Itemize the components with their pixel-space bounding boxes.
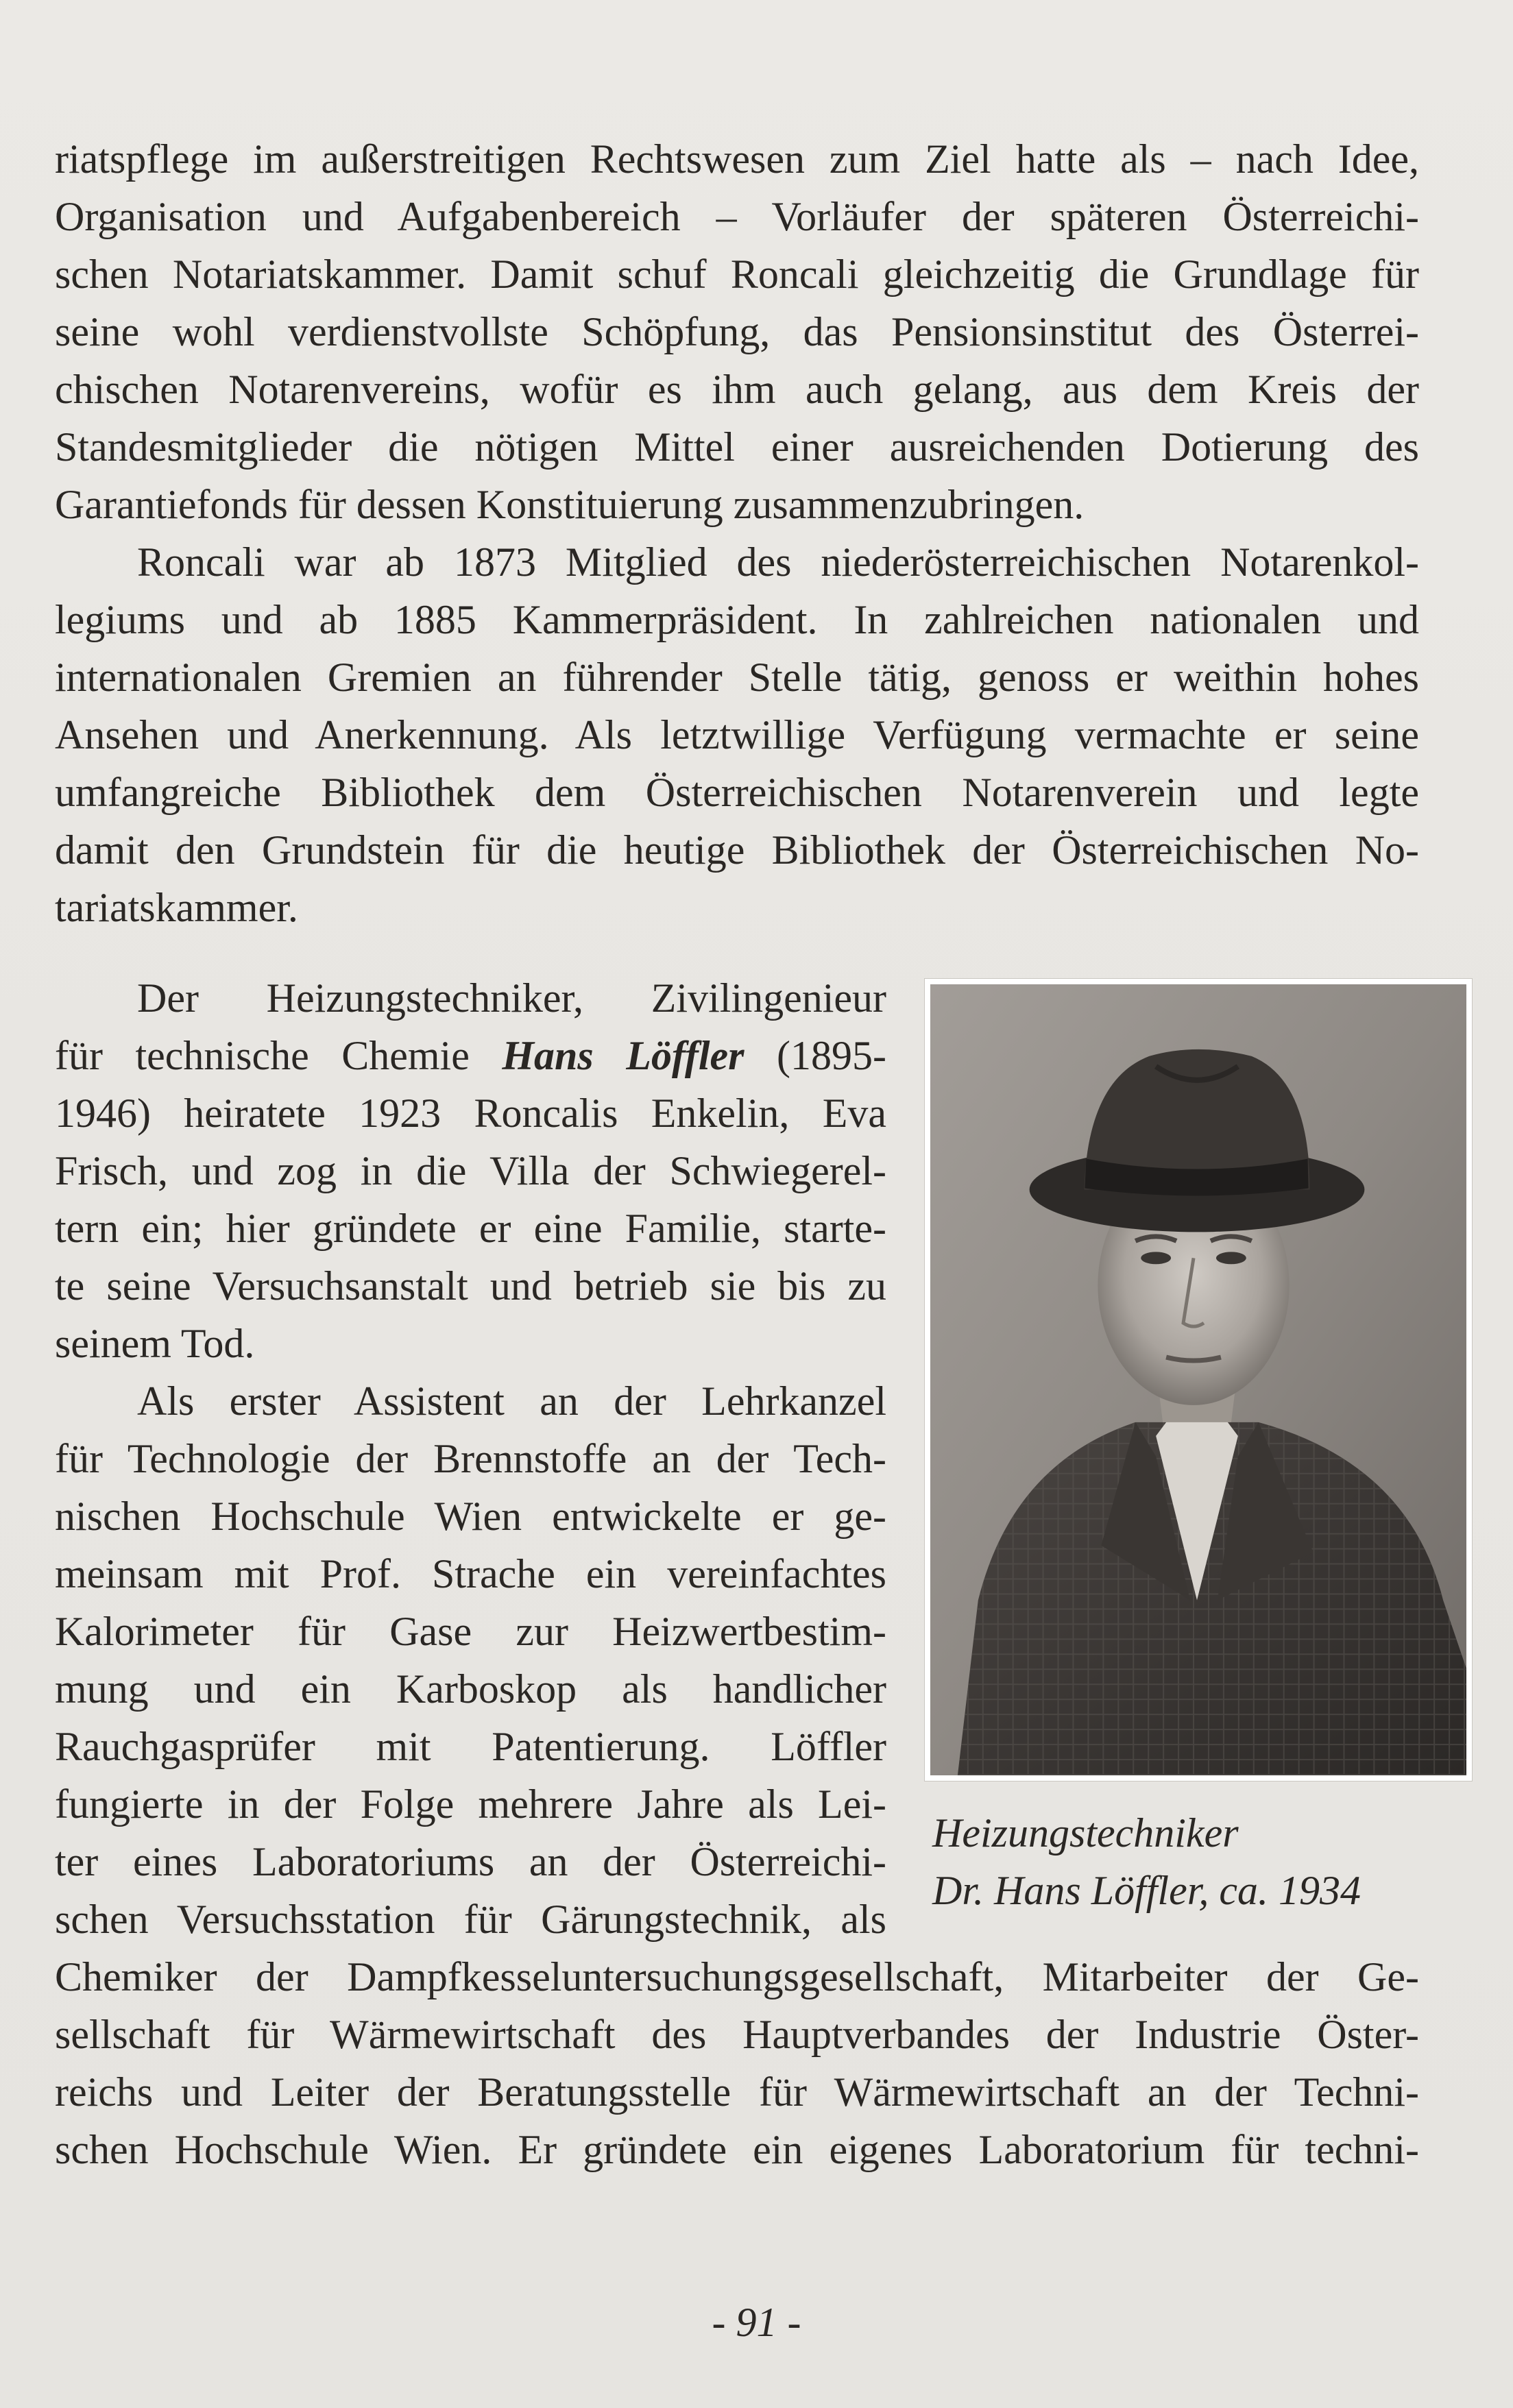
text-line: te seine Versuchsanstalt und betrieb sie bis zu — [55, 1263, 886, 1309]
text-fragment: (1895- — [744, 1033, 886, 1078]
text-line: Der Heizungstechniker, Zivilingenieur — [137, 975, 886, 1021]
text-line: Roncali war ab 1873 Mitglied des niederösterreichischen Notarenkol- — [137, 539, 1419, 585]
text-line: schen Versuchsstation für Gärungstechnik, als — [55, 1897, 886, 1942]
text-line: reichs und Leiter der Beratungsstelle für Wärmewirtschaft an der Techni- — [55, 2069, 1419, 2115]
text-line: Chemiker der Dampfkesseluntersuchungsgesellschaft, Mitarbeiter der Ge- — [55, 1954, 1419, 1999]
text-line: damit den Grundstein für die heutige Bibliothek der Österreichischen No- — [55, 827, 1419, 873]
text-line: Frisch, und zog in die Villa der Schwiegerel- — [55, 1148, 886, 1193]
text-line: 1946) heiratete 1923 Roncalis Enkelin, Eva — [55, 1091, 886, 1136]
photo-caption-line2: Dr. Hans Löffler, ca. 1934 — [932, 1868, 1361, 1913]
text-fragment: für technische Chemie — [55, 1033, 503, 1078]
text-line: Als erster Assistent an der Lehrkanzel — [137, 1378, 886, 1424]
text-line: fungierte in der Folge mehrere Jahre als Lei- — [55, 1781, 886, 1827]
text-line: schen Notariatskammer. Damit schuf Roncali gleichzeitig die Grundlage für — [55, 252, 1419, 297]
text-line: Garantiefonds für dessen Konstituierung zusammenzubringen. — [55, 482, 1085, 527]
text-line: seine wohl verdienstvollste Schöpfung, das Pensionsinstitut des Österrei- — [55, 309, 1419, 354]
text-line: Rauchgasprüfer mit Patentierung. Löffler — [55, 1724, 886, 1769]
text-line: nischen Hochschule Wien entwickelte er ge- — [55, 1494, 886, 1539]
portrait-photo-frame — [924, 978, 1473, 1781]
text-line: sellschaft für Wärmewirtschaft des Hauptverbandes der Industrie Öster- — [55, 2012, 1419, 2057]
text-line: riatspflege im außerstreitigen Rechtswesen zum Ziel hatte als – nach Idee, — [55, 136, 1419, 182]
text-line: umfangreiche Bibliothek dem Österreichischen Notarenverein und legte — [55, 770, 1419, 815]
page-number: - 91 - — [712, 2300, 801, 2345]
text-line: schen Hochschule Wien. Er gründete ein eigenes Laboratorium für techni- — [55, 2127, 1419, 2172]
text-line: ter eines Laboratoriums an der Österreichi- — [55, 1839, 886, 1884]
text-line: legiums und ab 1885 Kammerpräsident. In zahlreichen nationalen und — [55, 597, 1419, 642]
text-line: tern ein; hier gründete er eine Familie, starte- — [55, 1206, 886, 1251]
text-line: meinsam mit Prof. Strache ein vereinfachtes — [55, 1551, 886, 1596]
text-line: seinem Tod. — [55, 1321, 255, 1366]
text-line-with-name — [55, 1027, 886, 1084]
text-line: Organisation und Aufgabenbereich – Vorläufer der späteren Österreichi- — [55, 194, 1419, 239]
text-line: Ansehen und Anerkennung. Als letztwillige Verfügung vermachte er seine — [55, 712, 1419, 757]
text-line: mung und ein Karboskop als handlicher — [55, 1666, 886, 1712]
text-line: Standesmitglieder die nötigen Mittel einer ausreichenden Dotierung des — [55, 424, 1419, 470]
text-line: chischen Notarenvereins, wofür es ihm auch gelang, aus dem Kreis der — [55, 367, 1419, 412]
text-line: internationalen Gremien an führender Stelle tätig, genoss er weithin hohes — [55, 655, 1419, 700]
portrait-image — [930, 984, 1466, 1775]
photo-caption-line1: Heizungstechniker — [932, 1810, 1239, 1856]
text-line: tariatskammer. — [55, 885, 298, 930]
text-line: Kalorimeter für Gase zur Heizwertbestim- — [55, 1609, 886, 1654]
person-name: Hans Löffler — [502, 1033, 745, 1078]
text-line: für Technologie der Brennstoffe an der Tech- — [55, 1436, 886, 1481]
portrait-photo — [930, 984, 1466, 1775]
